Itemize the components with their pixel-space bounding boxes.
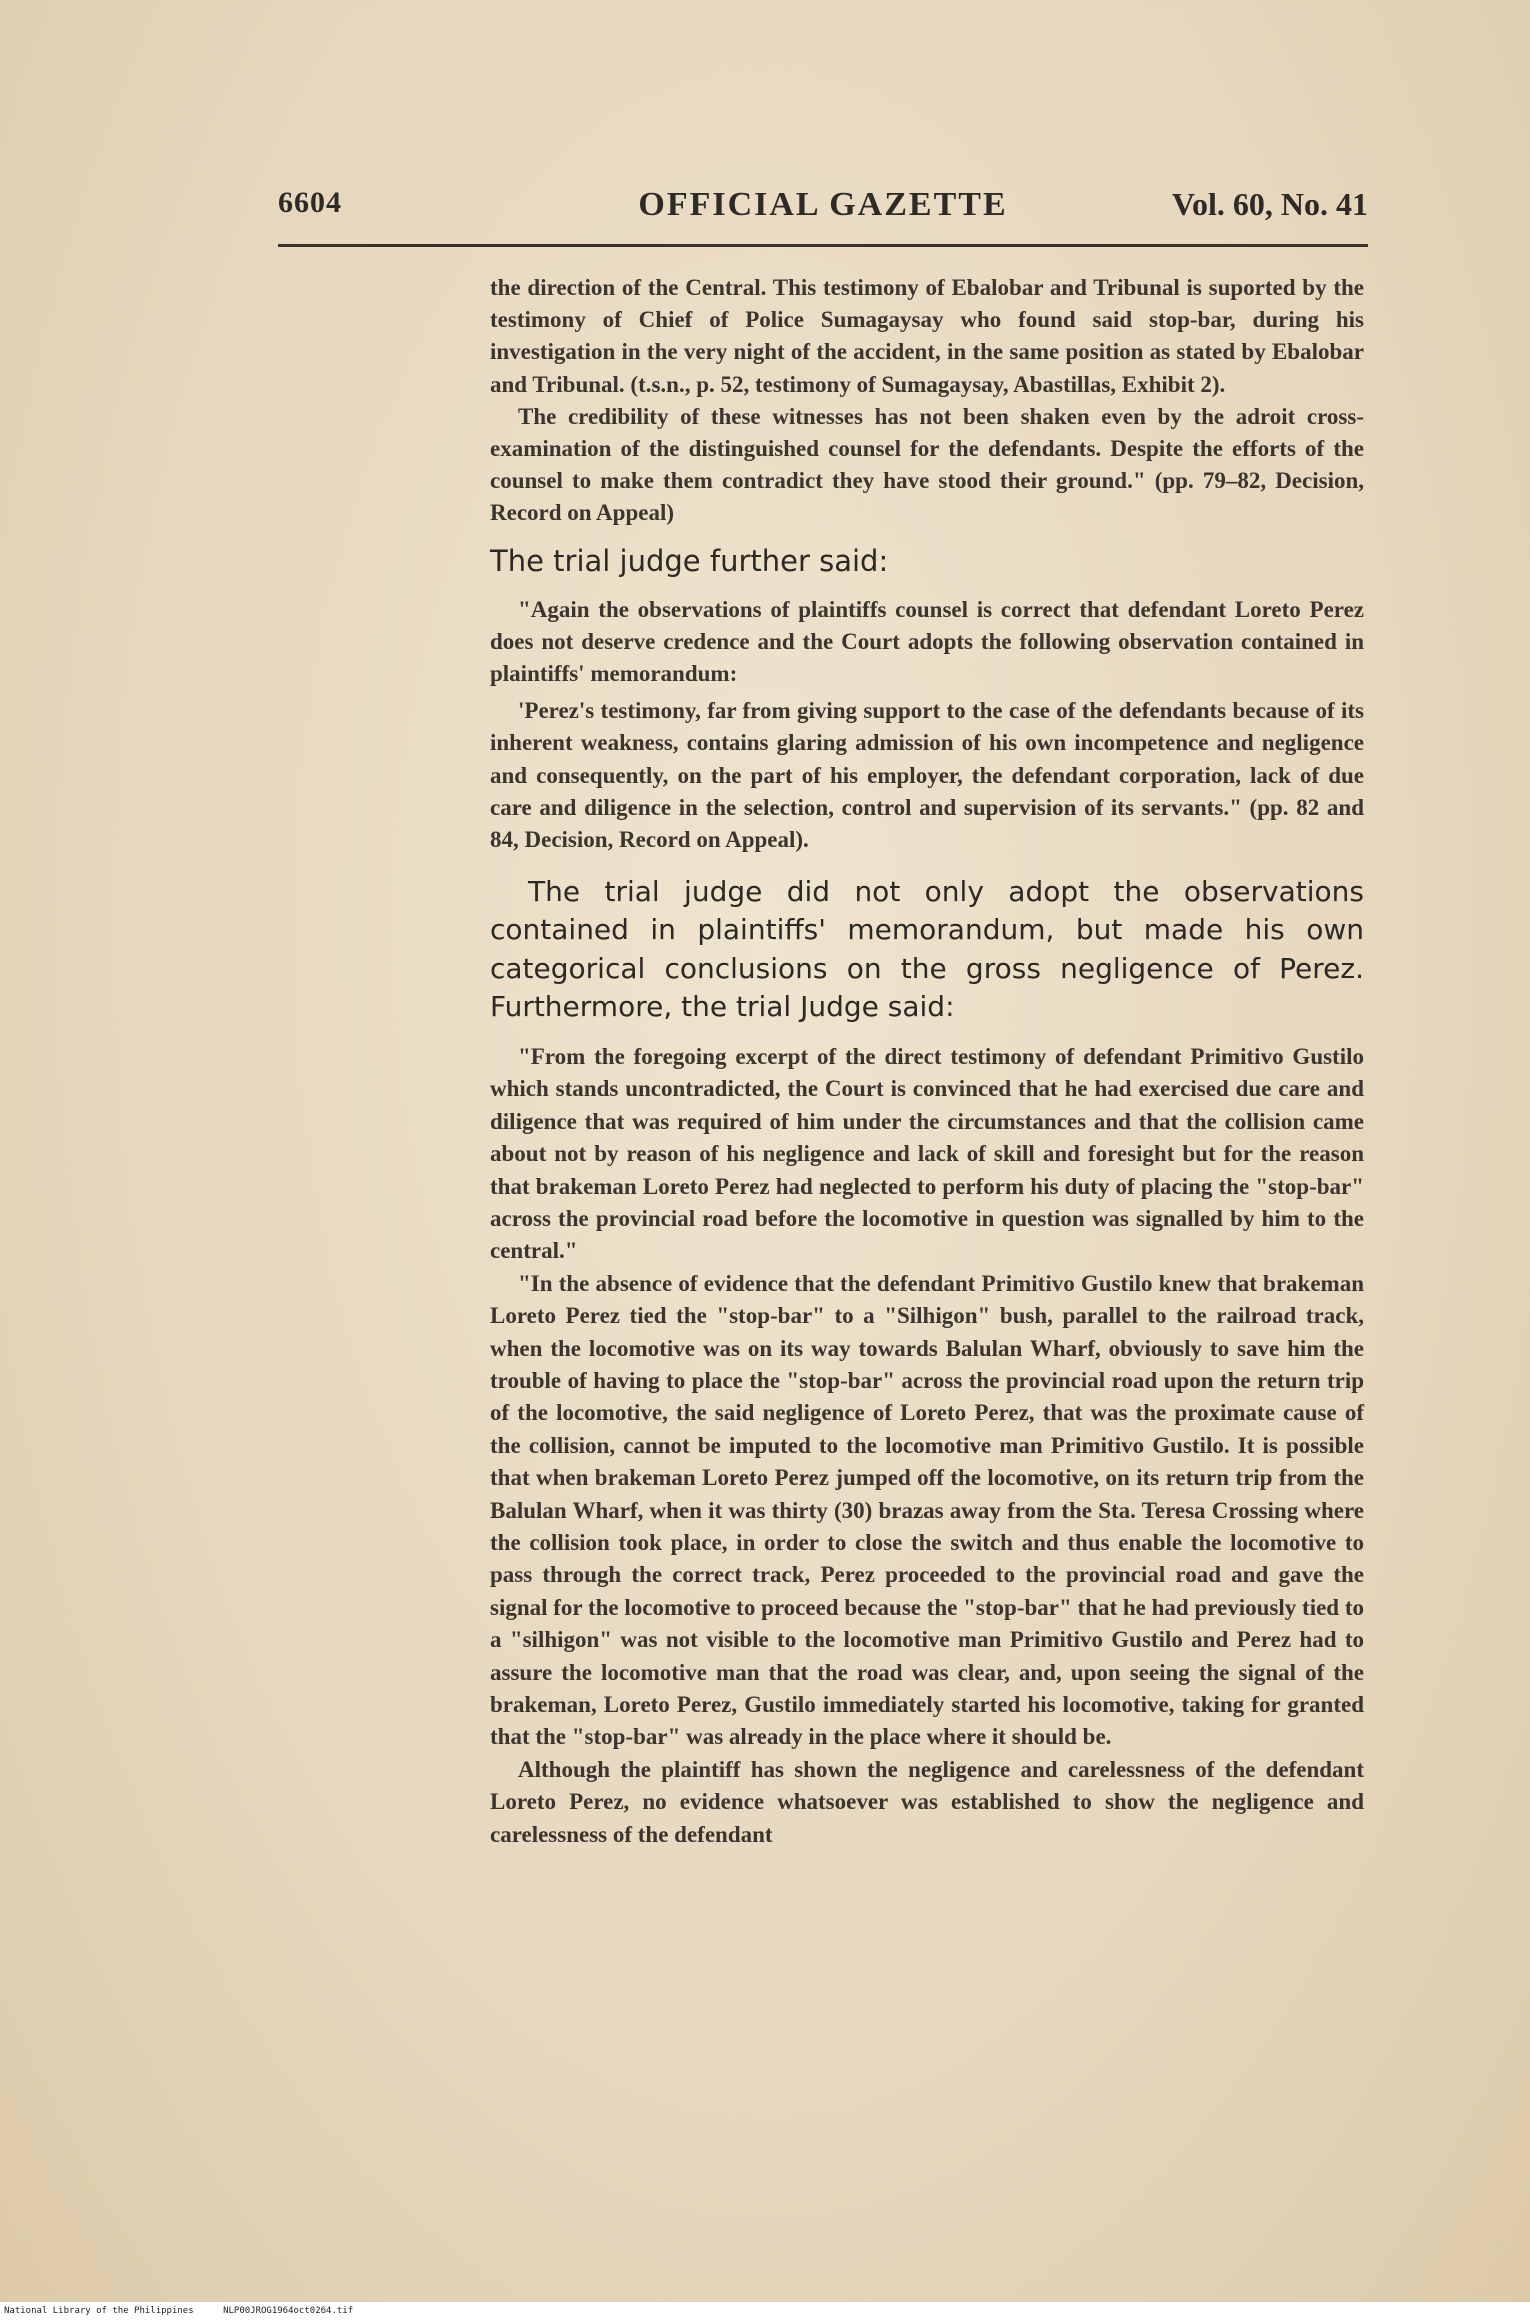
scan-footer: [0, 2302, 1530, 2321]
page-header: [278, 186, 1368, 236]
page-body: [490, 272, 1364, 1851]
paragraph-2: The credibility of these witnesses has not been shaken even by the adroit cross-examination of the distinguished counsel for the defendants. Despite the efforts of the counsel to make them contradict they have stood their ground." (pp. 79–82, Decision, Record on Appeal): [490, 403, 1364, 526]
header-rule: [278, 244, 1368, 247]
paragraph-5: "From the foregoing excerpt of the direct testimony of defendant Primitivo Gustilo which stands uncontradicted, the Court is convinced that he had exercised due care and diligence that was required of him under the circumstances and that the collision came about not by reason of his negligence and lack of skill and foresight but for the reason that brakeman Loreto Perez had neglected to perform his duty of placing the "stop-bar" across the provincial road before the locomotive in question was signalled by him to the central.": [490, 1043, 1364, 1264]
paragraph-7: Although the plaintiff has shown the negligence and carelessness of the defendant Loreto Perez, no evidence whatsoever was established to show the negligence and carelessness of the defendant: [490, 1756, 1364, 1847]
publication-title: OFFICIAL GAZETTE: [638, 186, 1008, 223]
file-name: NLP00JROG1964oct0264.tif: [223, 2306, 354, 2316]
volume-number: Vol. 60, No. 41: [1171, 186, 1368, 222]
page-number: 6604: [278, 186, 342, 219]
section-heading: The trial judge further said:: [490, 543, 889, 578]
library-credit: National Library of the Philippines: [4, 2306, 194, 2316]
paragraph-3: "Again the observations of plaintiffs counsel is correct that defendant Loreto Perez does not deserve credence and the Court adopts the following observation contained in plaintiffs' memorandum:: [490, 596, 1364, 687]
paragraph-6: "In the absence of evidence that the defendant Primitivo Gustilo knew that brakeman Loreto Perez tied the "stop-bar" to a "Silhigon" bush, parallel to the railroad track, when the locomotive was on its way towards Balulan Wharf, obviously to save him the trouble of having to place the "stop-bar" across the provincial road upon the return trip of the locomotive, the said negligence of Loreto Perez, that was the proximate cause of the collision, cannot be imputed to the locomotive man Primitivo Gustilo. It is possible that when brakeman Loreto Perez jumped off the locomotive, on its return trip from the Balulan Wharf, when it was thirty (30) brazas away from the Sta. Teresa Crossing where the collision took place, in order to close the switch and thus enable the locomotive to pass through the correct track, Perez proceeded to the provincial road and gave the signal for the locomotive to proceed because the "stop-bar" that he had previously tied to a "silhigon" was not visible to the locomotive man Primitivo Gustilo and Perez had to assure the locomotive man that the road was clear, and, upon seeing the signal of the brakeman, Loreto Perez, Gustilo immediately started his locomotive, taking for granted that the "stop-bar" was already in the place where it should be.: [490, 1270, 1364, 1750]
paragraph-1: the direction of the Central. This testimony of Ebalobar and Tribunal is suported by the testimony of Chief of Police Sumagaysay who found said stop-bar, during his investigation in the very night of the accident, in the same position as stated by Ebalobar and Tribunal. (t.s.n., p. 52, testimony of Sumagaysay, Abastillas, Exhibit 2).: [490, 275, 1364, 397]
paragraph-4: 'Perez's testimony, far from giving support to the case of the defendants because of its inherent weakness, contains glaring admission of his own incompetence and negligence and consequently, on the part of his employer, the defendant corporation, lack of due care and diligence in the selection, control and supervision of its servants." (pp. 82 and 84, Decision, Record on Appeal).: [490, 697, 1364, 853]
narrative-paragraph: The trial judge did not only adopt the observations contained in plaintiffs' memorandum, but made his own categorical conclusions on the gross negligence of Perez. Furthermore, the trial Judge said:: [490, 874, 1364, 1024]
